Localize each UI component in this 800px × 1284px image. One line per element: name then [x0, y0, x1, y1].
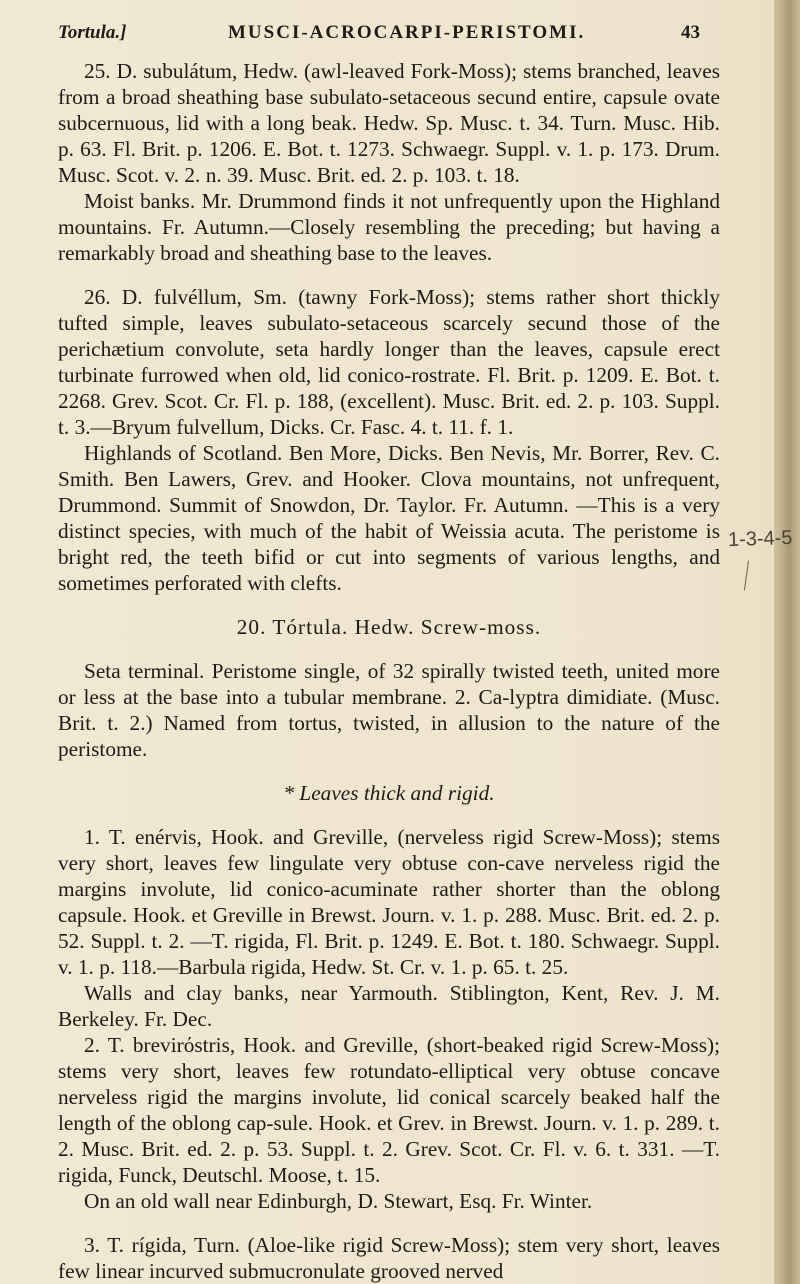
species-26-habitat: Highlands of Scotland. Ben More, Dicks. Ben Nevis, Mr. Borrer, Rev. C. Smith. Ben Lawers, Grev. and Hooker. Clova mountains, not unfrequent, Drummond. Summit of Snowdon, Dr. Taylor. Fr. Autumn. —This is a very distinct species, with much of the habit of Weissia acuta. The peristome is bright red, the teeth bifid or cut into segments of various lengths, and sometimes perforated with clefts.	[58, 441, 720, 595]
genus-description: Seta terminal. Peristome single, of 32 spirally twisted teeth, united more or less at the base into a tubular membrane. 2. Ca-lyptra dimidiate. (Musc. Brit. t. 2.) Named from tortus, twisted, in allusion to the nature of the peristome.	[58, 659, 720, 761]
handwritten-margin-note: 1-3-4-5	[727, 526, 793, 552]
species-2-description: 2. T. brevirόstris, Hook. and Greville, (short-beaked rigid Screw-Moss); stems very short, leaves few rotundato-elliptical very obtuse concave nerveless rigid the margins involute, lid conical scarcely beaked half the length of the oblong cap-sule. Hook. et Grev. in Brewst. Journ. v. 1. p. 289. t. 2. Musc. Brit. ed. 2. p. 53. Suppl. t. 2. Grev. Scot. Cr. Fl. v. 6. t. 331. —T. rigida, Funck, Deutschl. Moose, t. 15.	[58, 1033, 720, 1187]
page-body	[58, 58, 720, 1284]
page-number: 43	[681, 22, 700, 43]
species-3-description: 3. T. rígida, Turn. (Aloe-like rigid Screw-Moss); stem very short, leaves few linear incurved submucronulate grooved nerved	[58, 1233, 720, 1283]
header-genus: Tortula.]	[58, 22, 127, 43]
header-title: MUSCI-ACROCARPI-PERISTOMI.	[228, 22, 586, 43]
section-heading: * Leaves thick and rigid.	[283, 781, 495, 805]
running-header	[58, 22, 708, 52]
species-26-description: 26. D. fulvéllum, Sm. (tawny Fork-Moss); stems rather short thickly tufted simple, leaves subulato-setaceous scarcely secund those of the perichætium convolute, seta hardly longer than the leaves, capsule erect turbinate furrowed when old, lid conico-rostrate. Fl. Brit. p. 1209. E. Bot. t. 2268. Grev. Scot. Cr. Fl. p. 188, (excellent). Musc. Brit. ed. 2. p. 103. Suppl. t. 3.—Bryum fulvellum, Dicks. Cr. Fasc. 4. t. 11. f. 1.	[58, 285, 720, 439]
species-25-habitat: Moist banks. Mr. Drummond finds it not unfrequently upon the Highland mountains. Fr. Autumn.—Closely resembling the preceding; but having a remarkably broad and sheathing base to the leaves.	[58, 189, 720, 265]
species-1-habitat: Walls and clay banks, near Yarmouth. Stiblington, Kent, Rev. J. M. Berkeley. Fr. Dec.	[58, 981, 720, 1031]
book-binding-edge	[774, 0, 800, 1284]
species-2-habitat: On an old wall near Edinburgh, D. Stewart, Esq. Fr. Winter.	[84, 1189, 593, 1213]
species-1-description: 1. T. enérvis, Hook. and Greville, (nerveless rigid Screw-Moss); stems very short, leaves few lingulate very obtuse con-cave nerveless rigid the margins involute, lid conico-acuminate rather shorter than the oblong capsule. Hook. et Greville in Brewst. Journ. v. 1. p. 288. Musc. Brit. ed. 2. p. 52. Suppl. t. 2. —T. rigida, Fl. Brit. p. 1249. E. Bot. t. 180. Schwaegr. Suppl. v. 1. p. 118.—Barbula rigida, Hedw. St. Cr. v. 1. p. 65. t. 25.	[58, 825, 720, 979]
species-25-description: 25. D. subulátum, Hedw. (awl-leaved Fork-Moss); stems branched, leaves from a broad sheathing base subulato-setaceous secund entire, capsule ovate subcernuous, lid with a long beak. Hedw. Sp. Musc. t. 34. Turn. Musc. Hib. p. 63. Fl. Brit. p. 1206. E. Bot. t. 1273. Schwaegr. Suppl. v. 1. p. 173. Drum. Musc. Scot. v. 2. n. 39. Musc. Brit. ed. 2. p. 103. t. 18.	[58, 59, 720, 187]
genus-heading: 20. Tórtula. Hedw. Screw-moss.	[236, 615, 542, 639]
